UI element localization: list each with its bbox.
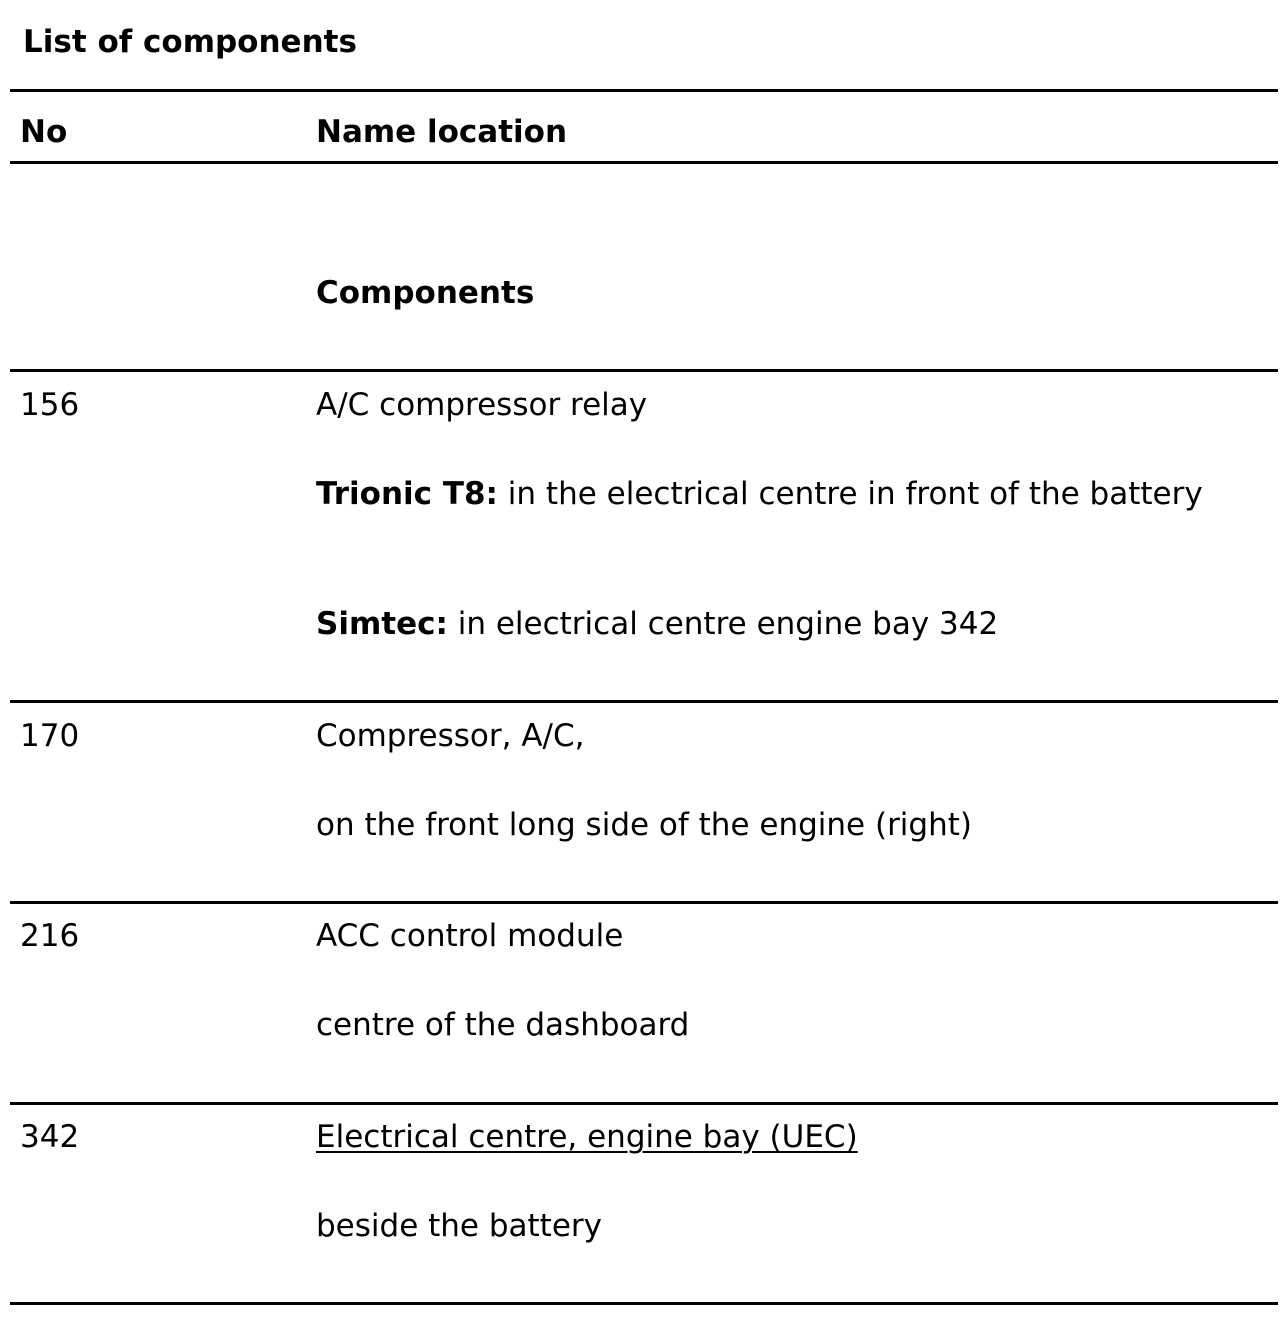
column-header-no: No (20, 114, 68, 150)
row-rule (10, 700, 1278, 703)
row-rule (10, 1102, 1278, 1105)
location-simtec (316, 604, 998, 644)
location-label: Trionic T8: (316, 476, 498, 512)
location-text: in the electrical centre in front of the battery (507, 476, 1203, 512)
row-number: 156 (20, 387, 80, 423)
component-name: A/C compressor relay (316, 387, 648, 423)
table-bottom-rule (10, 1302, 1278, 1305)
component-location: beside the battery (316, 1208, 602, 1244)
section-rule (10, 369, 1278, 372)
component-name: Compressor, A/C, (316, 718, 585, 754)
location-trionic (316, 474, 1216, 514)
component-location: on the front long side of the engine (right) (316, 807, 972, 843)
section-heading: Components (316, 275, 535, 311)
component-link[interactable]: Electrical centre, engine bay (UEC) (316, 1119, 858, 1155)
location-text: in electrical centre engine bay 342 (457, 606, 999, 642)
component-location: centre of the dashboard (316, 1007, 690, 1043)
row-rule (10, 901, 1278, 904)
column-header-name-location: Name location (316, 114, 568, 150)
header-bottom-rule (10, 161, 1278, 164)
row-number: 216 (20, 918, 80, 954)
location-label: Simtec: (316, 606, 448, 642)
row-number: 170 (20, 718, 80, 754)
row-number: 342 (20, 1119, 80, 1155)
page-title: List of components (23, 24, 357, 60)
component-name: ACC control module (316, 918, 624, 954)
header-top-rule (10, 89, 1278, 92)
